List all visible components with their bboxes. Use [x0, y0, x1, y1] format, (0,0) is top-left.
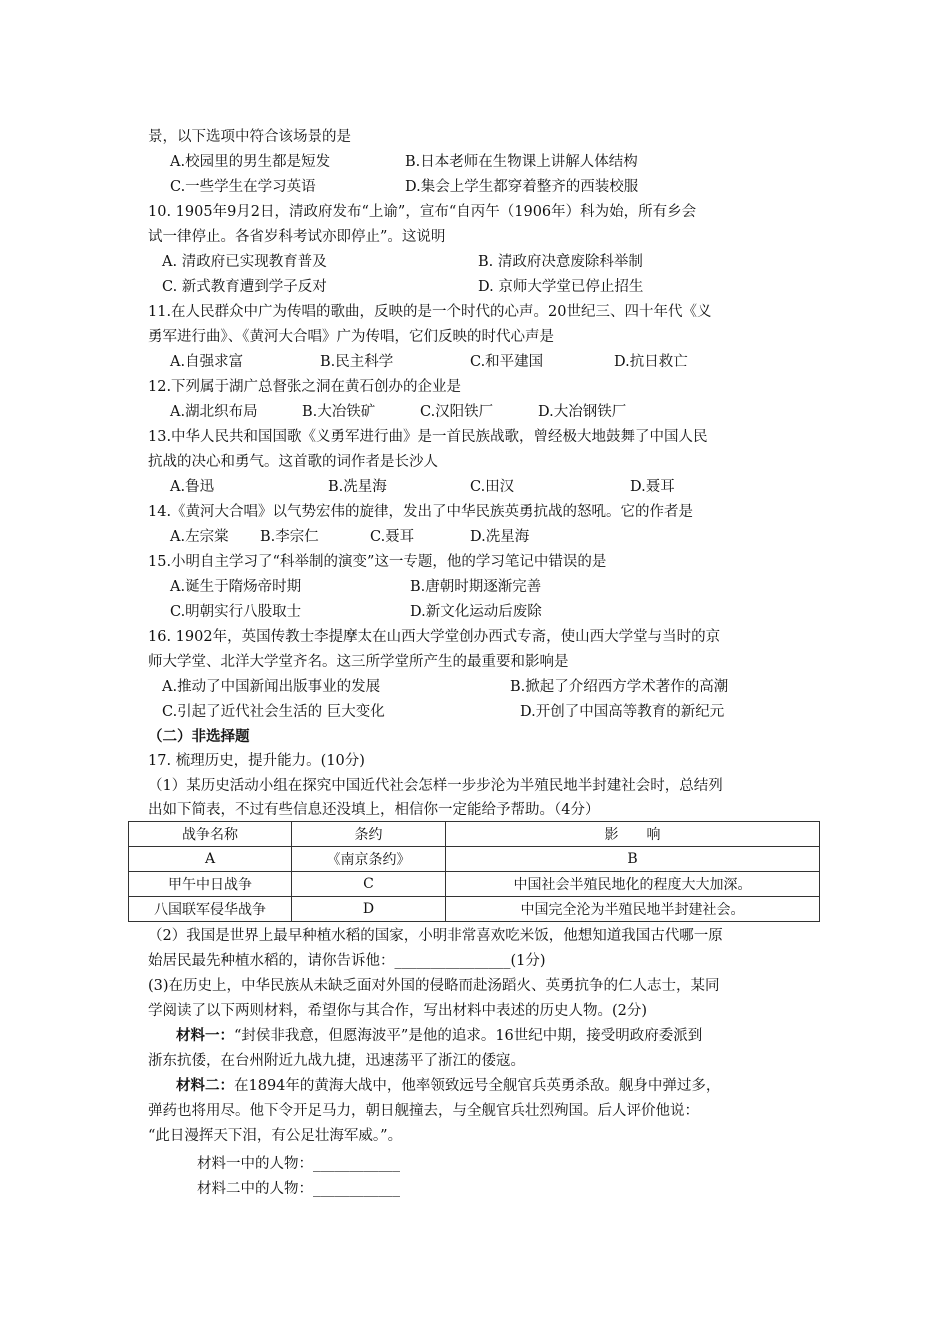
q13-stem-line2: 抗战的决心和勇气。这首歌的词作者是长沙人	[148, 454, 438, 470]
table-cell[interactable]: A	[129, 847, 292, 872]
q10-option-c[interactable]: C. 新式教育遭到学子反对	[162, 279, 327, 295]
q11-option-d[interactable]: D.抗日救亡	[614, 354, 688, 370]
q17-part3-line1: (3)在历史上，中华民族从未缺乏面对外国的侵略而赴汤蹈火、英勇抗争的仁人志士，某同	[148, 978, 720, 994]
table-row	[129, 847, 820, 872]
q14-option-c[interactable]: C.聂耳	[370, 529, 415, 545]
q10-stem-line2: 试一律停止。各省岁科考试亦即停止”。这说明	[148, 229, 446, 245]
table-row	[129, 897, 820, 922]
q15-option-d[interactable]: D.新文化运动后废除	[410, 604, 542, 620]
q16-stem-line2: 师大学堂、北洋大学堂齐名。这三所学堂所产生的最重要和影响是	[148, 654, 569, 670]
q12-stem: 12.下列属于湖广总督张之洞在黄石创办的企业是	[148, 379, 462, 395]
header-war: 战争名称	[129, 822, 292, 847]
q17-part2-line1: （2）我国是世界上最早种植水稻的国家，小明非常喜欢吃米饭，他想知道我国古代哪一原	[148, 928, 723, 944]
header-treaty: 条约	[292, 822, 446, 847]
q9-option-c[interactable]: C.一些学生在学习英语	[170, 179, 316, 195]
q16-option-a[interactable]: A.推动了中国新闻出版事业的发展	[162, 679, 381, 695]
q15-option-c[interactable]: C.明朝实行八股取士	[170, 604, 302, 620]
q12-option-b[interactable]: B.大冶铁矿	[302, 404, 376, 420]
table-cell: 甲午中日战争	[129, 872, 292, 897]
q12-option-a[interactable]: A.湖北织布局	[170, 404, 258, 420]
q14-option-d[interactable]: D.冼星海	[470, 529, 530, 545]
q13-option-d[interactable]: D.聂耳	[630, 479, 675, 495]
q9-option-b[interactable]: B.日本老师在生物课上讲解人体结构	[405, 154, 638, 170]
q12-option-d[interactable]: D.大冶钢铁厂	[538, 404, 627, 420]
q17-part1-line1: （1）某历史活动小组在探究中国近代社会怎样一步步沦为半殖民地半封建社会时，总结列	[148, 778, 723, 794]
material-one-label: 材料一：	[176, 1028, 234, 1044]
q13-option-b[interactable]: B.冼星海	[328, 479, 387, 495]
answer-field-one[interactable]: 材料一中的人物：____________	[197, 1156, 400, 1172]
q15-option-b[interactable]: B.唐朝时期逐渐完善	[410, 579, 542, 595]
q13-option-a[interactable]: A.鲁迅	[170, 479, 215, 495]
q11-stem-line2: 勇军进行曲》、《黄河大合唱》广为传唱，它们反映的时代心声是	[148, 329, 554, 345]
table-cell[interactable]: D	[292, 897, 446, 922]
material-one-line2: 浙东抗倭，在台州附近九战九捷，迅速荡平了浙江的倭寇。	[148, 1053, 525, 1069]
table-cell: 八国联军侵华战争	[129, 897, 292, 922]
q17-part1-line2: 出如下简表，不过有些信息还没填上，相信你一定能给予帮助。（4分）	[148, 802, 600, 818]
q10-stem-line1: 10. 1905年9月2日，清政府发布“上谕”，宣布“自丙午（1906年）科为始，所有乡会	[148, 204, 697, 220]
material-two-line2: 弹药也将用尽。他下令开足马力，朝日舰撞去，与全舰官兵壮烈殉国。后人评价他说：	[148, 1103, 699, 1119]
q16-option-d[interactable]: D.开创了中国高等教育的新纪元	[520, 704, 725, 720]
q11-stem-line1: 11.在人民群众中广为传唱的歌曲，反映的是一个时代的心声。20世纪三、四十年代《义	[148, 304, 712, 320]
q14-option-b[interactable]: B.李宗仁	[260, 529, 319, 545]
q11-option-a[interactable]: A.自强求富	[170, 354, 244, 370]
material-two-text: 在1894年的黄海大战中，他率领致远号全舰官兵英勇杀敌。舰身中弹过多，	[234, 1078, 721, 1094]
q17-part2-line2[interactable]: 始居民最先种植水稻的，请你告诉他：________________(1分)	[148, 953, 546, 969]
material-one-text: “封侯非我意，但愿海波平”是他的追求。16世纪中期，接受明政府委派到	[234, 1028, 703, 1044]
q17-part3-line2: 学阅读了以下两则材料，希望你与其合作，写出材料中表述的历史人物。(2分)	[148, 1003, 648, 1019]
q12-option-c[interactable]: C.汉阳铁厂	[420, 404, 494, 420]
table-cell: 中国完全沦为半殖民地半封建社会。	[446, 897, 820, 922]
q17-title: 17. 梳理历史，提升能力。(10分)	[148, 753, 365, 769]
table-cell: 《南京条约》	[292, 847, 446, 872]
table-header-row	[129, 822, 820, 847]
q16-option-b[interactable]: B.掀起了介绍西方学术著作的高潮	[510, 679, 729, 695]
answer-field-two[interactable]: 材料二中的人物：____________	[197, 1181, 400, 1197]
q13-stem-line1: 13.中华人民共和国国歌《义勇军进行曲》是一首民族战歌，曾经极大地鼓舞了中国人民	[148, 429, 708, 445]
table-cell: 中国社会半殖民地化的程度大大加深。	[446, 872, 820, 897]
material-two-label: 材料二：	[176, 1078, 234, 1094]
q10-option-d[interactable]: D. 京师大学堂已停止招生	[478, 279, 644, 295]
q11-option-c[interactable]: C.和平建国	[470, 354, 544, 370]
q14-option-a[interactable]: A.左宗棠	[170, 529, 229, 545]
header-impact: 影 响	[446, 822, 820, 847]
table-cell[interactable]: C	[292, 872, 446, 897]
q9-option-d[interactable]: D.集会上学生都穿着整齐的西装校服	[405, 179, 639, 195]
q16-stem-line1: 16. 1902年，英国传教士李提摩太在山西大学堂创办西式专斋，使山西大学堂与当时的京	[148, 629, 721, 645]
q13-option-c[interactable]: C.田汉	[470, 479, 515, 495]
table-cell[interactable]: B	[446, 847, 820, 872]
section-title: （二）非选择题	[148, 729, 250, 745]
q10-option-a[interactable]: A. 清政府已实现教育普及	[162, 254, 327, 270]
q14-stem: 14.《黄河大合唱》以气势宏伟的旋律，发出了中华民族英勇抗战的怒吼。它的作者是	[148, 504, 694, 520]
material-one-line1	[176, 1026, 702, 1046]
q10-option-b[interactable]: B. 清政府决意废除科举制	[478, 254, 643, 270]
q15-stem: 15.小明自主学习了“科举制的演变”这一专题，他的学习笔记中错误的是	[148, 554, 607, 570]
war-summary-table	[128, 821, 820, 922]
q16-option-c[interactable]: C.引起了近代社会生活的 巨大变化	[162, 704, 385, 720]
q9-stem: 景，以下选项中符合该场景的是	[148, 129, 351, 145]
material-two-line3: “此日漫挥天下泪，有公足壮海军威。”。	[148, 1128, 403, 1144]
q11-option-b[interactable]: B.民主科学	[320, 354, 394, 370]
q9-option-a[interactable]: A.校园里的男生都是短发	[170, 154, 331, 170]
material-two-line1	[176, 1076, 720, 1096]
q15-option-a[interactable]: A.诞生于隋炀帝时期	[170, 579, 302, 595]
table-row	[129, 872, 820, 897]
